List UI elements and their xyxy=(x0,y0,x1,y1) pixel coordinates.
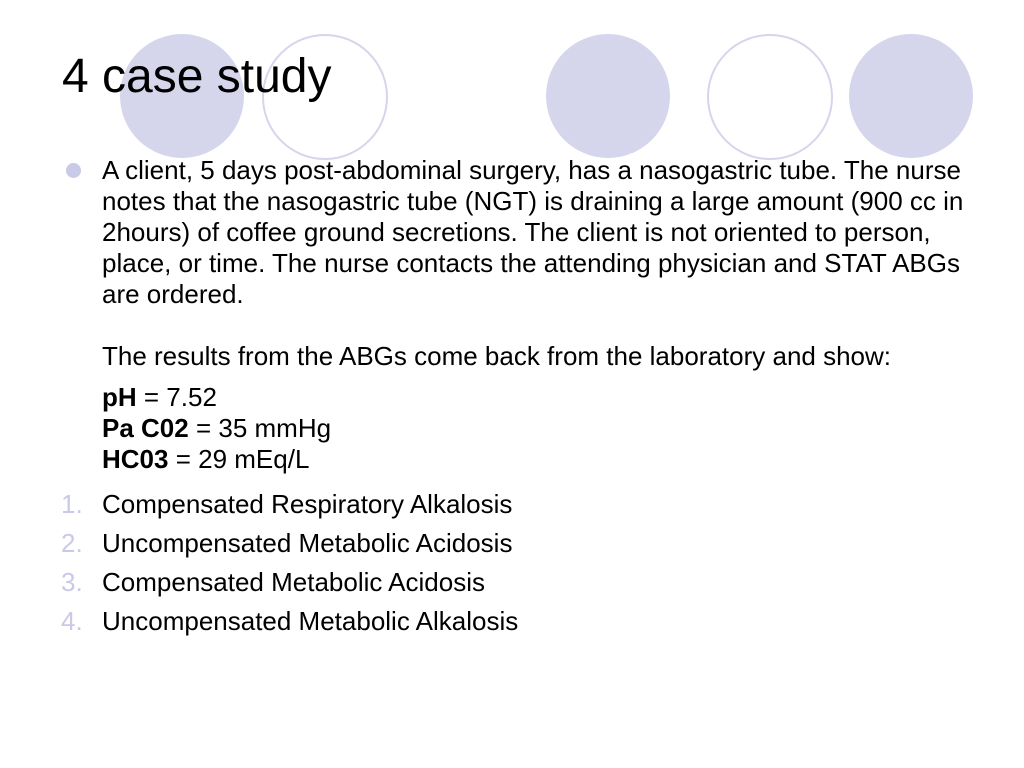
option-text: Uncompensated Metabolic Alkalosis xyxy=(102,606,519,636)
answer-options xyxy=(61,489,974,645)
lab-value: = 29 mEq/L xyxy=(168,444,310,474)
lab-value: = 7.52 xyxy=(136,382,217,412)
lab-result-paco2 xyxy=(102,413,974,444)
option-text: Compensated Respiratory Alkalosis xyxy=(102,489,513,519)
lab-result-hco3 xyxy=(102,444,974,475)
lab-name: pH xyxy=(102,382,137,412)
lab-results xyxy=(102,382,974,475)
results-intro: The results from the ABGs come back from the laboratory and show: xyxy=(102,341,892,371)
option-number: 3. xyxy=(61,567,83,597)
slide-body xyxy=(61,155,974,645)
lab-name: HC03 xyxy=(102,444,169,474)
answer-option-3 xyxy=(61,567,974,606)
bullet-dot-icon xyxy=(66,163,81,178)
option-number: 1. xyxy=(61,489,83,519)
case-description: A client, 5 days post-abdominal surgery, has a nasogastric tube. The nurse notes that the nasogastric tube (NGT) is draining a large amount (900 cc in 2hours) of coffee ground secretions. The client is not oriented to person, place, or time. The nurse contacts the attending physician and STAT ABGs are ordered. xyxy=(102,155,964,309)
lab-name: Pa C02 xyxy=(102,413,189,443)
case-bullet xyxy=(64,155,974,475)
decorative-circle-icon xyxy=(849,34,973,158)
answer-option-1 xyxy=(61,489,974,528)
option-text: Uncompensated Metabolic Acidosis xyxy=(102,528,513,558)
lab-result-ph xyxy=(102,382,974,413)
answer-option-4 xyxy=(61,606,974,645)
answer-option-2 xyxy=(61,528,974,567)
decorative-circle-outline-icon xyxy=(707,34,833,160)
decorative-circle-icon xyxy=(546,34,670,158)
slide-title: 4 case study xyxy=(62,50,332,103)
option-text: Compensated Metabolic Acidosis xyxy=(102,567,485,597)
lab-value: = 35 mmHg xyxy=(188,413,332,443)
option-number: 4. xyxy=(61,606,83,636)
option-number: 2. xyxy=(61,528,83,558)
